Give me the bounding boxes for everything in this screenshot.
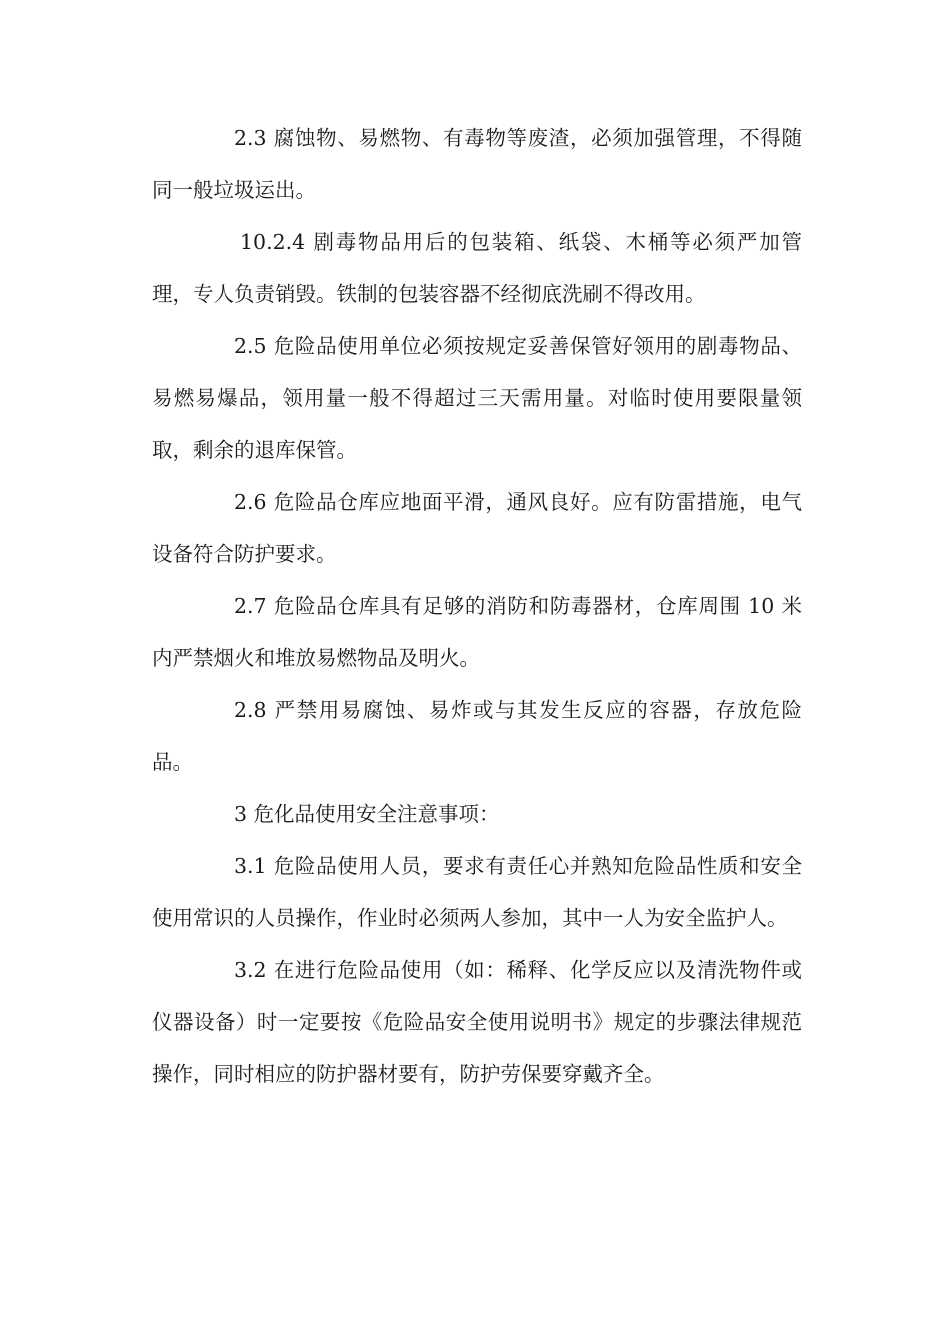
paragraph-2-5: 2.5 危险品使用单位必须按规定妥善保管好领用的剧毒物品、易燃易爆品，领用量一般不得超过三天需用量。对临时使用要限量领取，剩余的退库保管。 <box>152 334 802 462</box>
paragraph-2-6: 2.6 危险品仓库应地面平滑，通风良好。应有防雷措施，电气设备符合防护要求。 <box>152 490 802 566</box>
paragraph-2-3: 2.3 腐蚀物、易燃物、有毒物等废渣，必须加强管理，不得随同一般垃圾运出。 <box>152 126 802 202</box>
section-heading-3: 3 危化品使用安全注意事项： <box>234 802 500 826</box>
document-body <box>152 112 802 1100</box>
paragraph-10-2-4: 10.2.4 剧毒物品用后的包装箱、纸袋、木桶等必须严加管理，专人负责销毁。铁制的包装容器不经彻底洗刷不得改用。 <box>152 230 802 306</box>
paragraph-2-8: 2.8 严禁用易腐蚀、易炸或与其发生反应的容器，存放危险品。 <box>152 698 802 774</box>
paragraph-3-2: 3.2 在进行危险品使用（如：稀释、化学反应以及清洗物件或仪器设备）时一定要按《危险品安全使用说明书》规定的步骤法律规范操作，同时相应的防护器材要有，防护劳保要穿戴齐全。 <box>152 958 802 1086</box>
paragraph-3-1: 3.1 危险品使用人员，要求有责任心并熟知危险品性质和安全使用常识的人员操作，作业时必须两人参加，其中一人为安全监护人。 <box>152 854 802 930</box>
paragraph-2-7: 2.7 危险品仓库具有足够的消防和防毒器材，仓库周围 10 米内严禁烟火和堆放易燃物品及明火。 <box>152 594 802 670</box>
